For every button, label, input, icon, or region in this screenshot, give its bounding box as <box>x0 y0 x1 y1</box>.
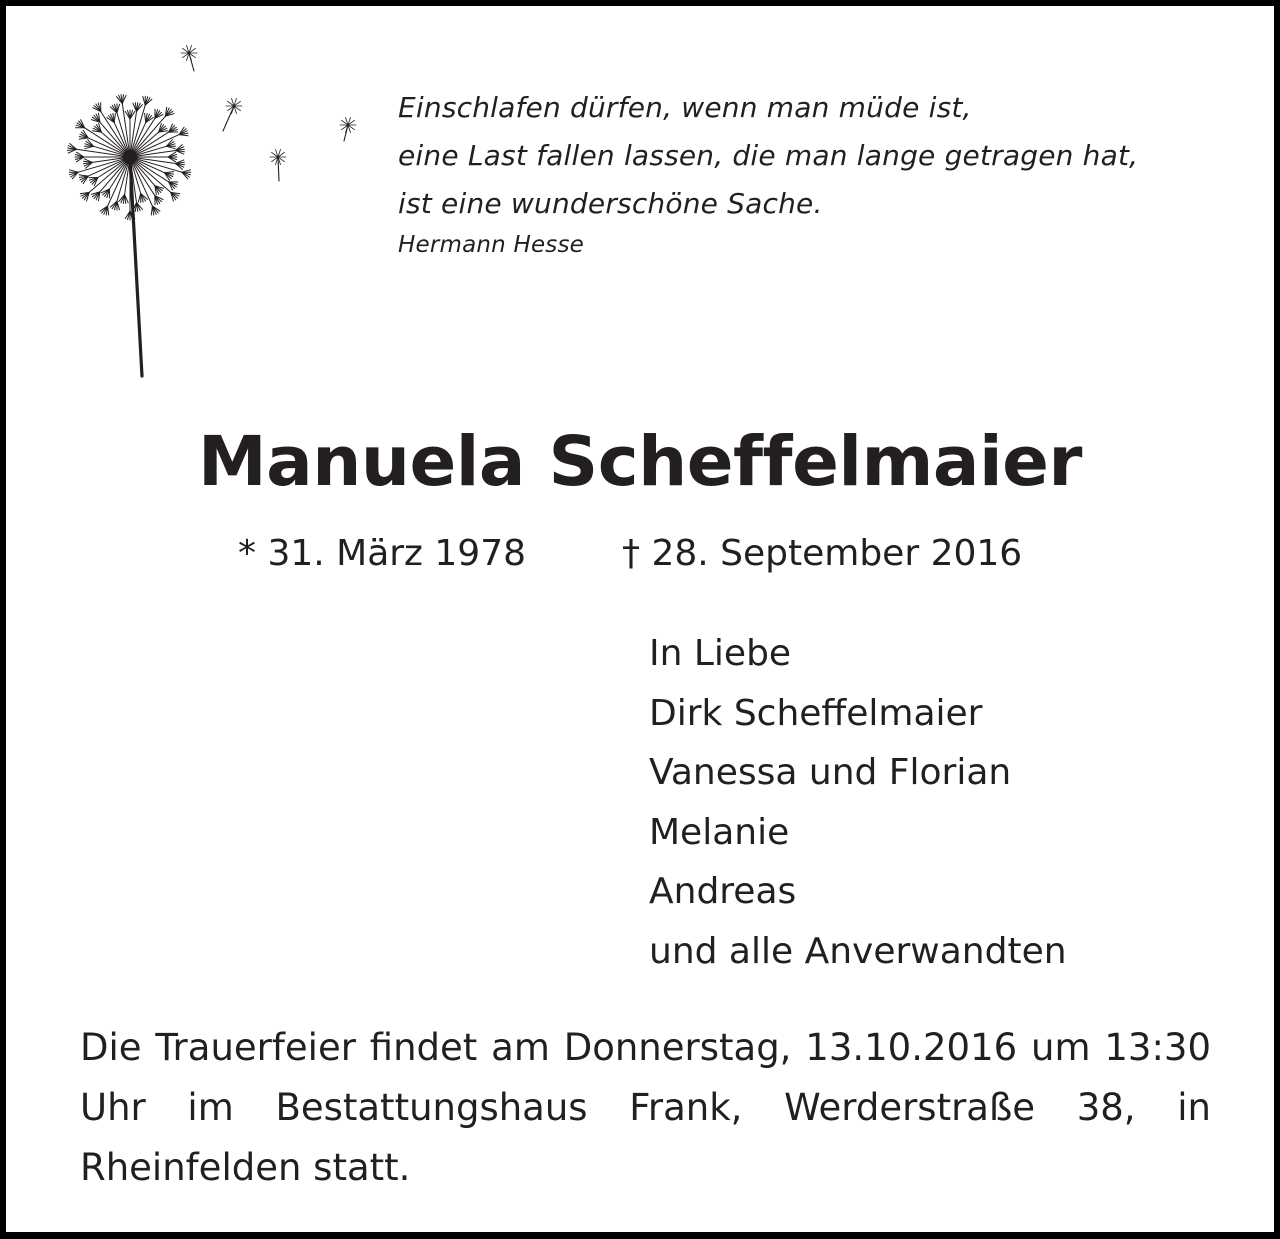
quote-author: Hermann Hesse <box>398 232 585 258</box>
quote-block <box>398 84 1138 264</box>
mourner-line: Andreas <box>649 871 797 912</box>
dandelion-icon <box>66 41 386 381</box>
quote-line: eine Last fallen lassen, die man lange getragen hat, <box>398 139 1139 172</box>
quote-line: ist eine wunderschöne Sache. <box>398 187 823 220</box>
birth-date: * 31. März 1978 <box>238 533 527 574</box>
quote-line: Einschlafen dürfen, wenn man müde ist, <box>398 91 972 124</box>
mourner-line: Melanie <box>649 811 790 853</box>
mourner-line: Dirk Scheffelmaier <box>649 692 983 734</box>
mourner-line: Vanessa und Florian <box>649 752 1012 793</box>
funeral-notice: Die Trauerfeier findet am Donnerstag, 13.10.2016 um 13:30 Uhr im Bestattungshaus Frank, Werderstraße 38, in Rheinfelden statt. <box>80 1026 1211 1189</box>
mourner-line: In Liebe <box>649 633 792 674</box>
deceased-name: Manuela Scheffelmaier <box>198 422 1082 502</box>
mourner-line: und alle Anverwandten <box>649 930 1067 972</box>
death-date: † 28. September 2016 <box>622 533 1023 574</box>
mourners-list <box>649 624 1067 981</box>
